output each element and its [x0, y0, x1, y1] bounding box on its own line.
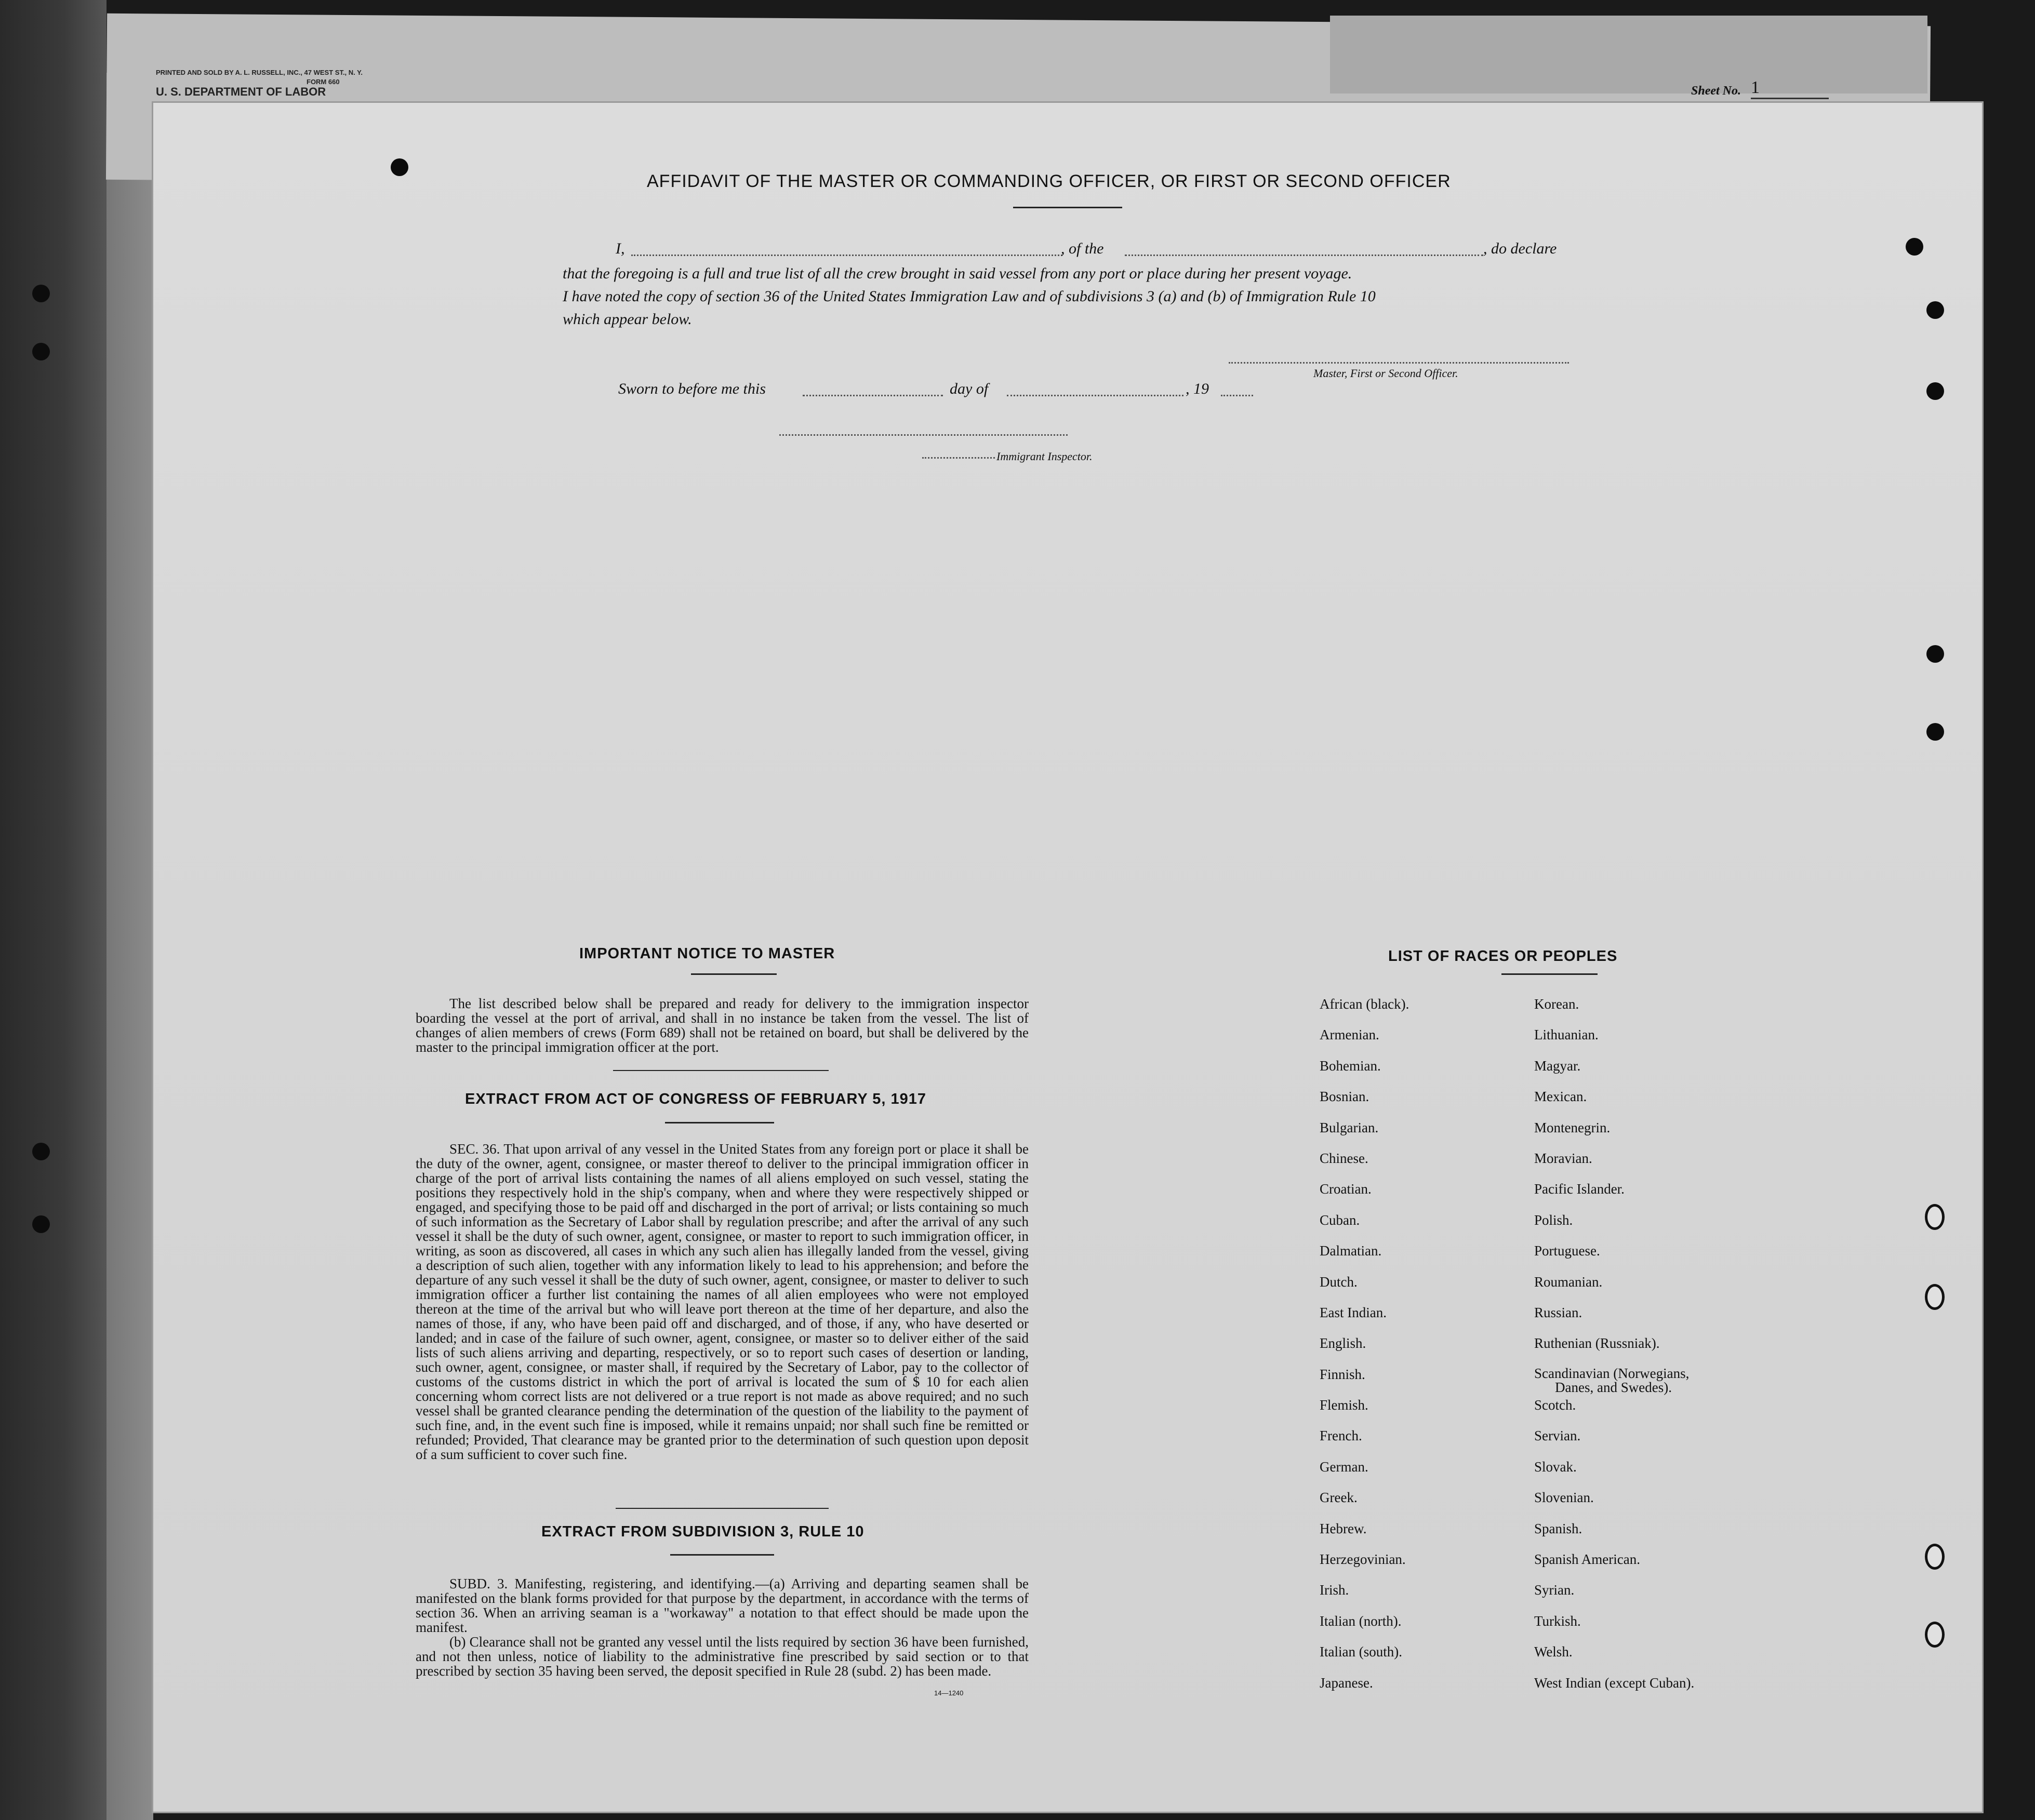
title-rule [1013, 207, 1122, 208]
races-title: LIST OF RACES OR PEOPLES [1388, 948, 1618, 965]
punch-hole [1925, 1622, 1945, 1648]
printer-line: PRINTED AND SOLD BY A. L. RUSSELL, INC., 47 WEST ST., N. Y. [156, 69, 363, 76]
race-item: Scandinavian (Norwegians, [1534, 1365, 1690, 1381]
race-item-continuation: Danes, and Swedes). [1555, 1379, 1672, 1395]
sworn-prefix: Sworn to before me this [618, 380, 766, 397]
race-item: Slovak. [1534, 1458, 1577, 1475]
sworn-day-of: day of [950, 380, 989, 397]
affidavit-line-4: which appear below. [563, 311, 692, 328]
punch-hole [1925, 1544, 1945, 1570]
race-item: Bohemian. [1320, 1058, 1381, 1074]
race-item: Cuban. [1320, 1212, 1360, 1228]
punch-hole [1926, 645, 1944, 663]
sworn-year: , 19 [1186, 380, 1209, 397]
race-item: Dutch. [1320, 1274, 1358, 1290]
sheet-number: 1 [1751, 78, 1829, 99]
race-item: Italian (north). [1320, 1613, 1402, 1629]
punch-hole [391, 158, 408, 176]
rule-text-b: (b) Clearance shall not be granted any vessel until the lists required by section 36 have been furnished, and not then unless, notice of liability to the administrative fine prescribed by said section or to that prescribed by section 35 having been served, the deposit specified in Rule 28 (subd. 2) has been made. [416, 1634, 1029, 1679]
race-item: French. [1320, 1428, 1362, 1444]
race-item: Moravian. [1534, 1150, 1592, 1166]
act-rule [665, 1122, 774, 1123]
race-item: Bulgarian. [1320, 1119, 1379, 1135]
punch-hole [1926, 382, 1944, 400]
race-item: Scotch. [1534, 1397, 1576, 1413]
race-item: Italian (south). [1320, 1644, 1402, 1660]
race-item: Slovenian. [1534, 1490, 1594, 1506]
left-page-edge [107, 73, 153, 1820]
act-text: SEC. 36. That upon arrival of any vessel in the United States from any foreign port or place it shall be the duty of the owner, agent, consignee, or master thereof to deliver to the principal immigration officer in charge of the port of arrival lists containing the names of all aliens employed on such vessel, stating the positions they respectively hold in the ship's company, when and where they were respectively shipped or engaged, and specifying those to be paid off and discharged in the port of arrival; or lists containing so much of such information as the Secretary of Labor shall by regulation prescribe; and after the arrival of any such vessel it shall be the duty of such owner, agent, consignee, or master to report to such immigration officer, in writing, as soon as discovered, all cases in which any such alien has illegally landed from the vessel, giving a description of such alien, together with any information likely to lead to his apprehension; and before the departure of any such vessel it shall be the duty of such owner, agent, consignee, or master to deliver to such immigration officer a further list containing the names of all alien employees who were not employed thereon at the time of the arrival but who will leave port thereon at the time of her departure, and also the names of those, if any, who have been paid off and discharged, and of those, if any, who have deserted or landed; and in case of the failure of such owner, agent, consignee, or master so to deliver either of the said lists of such aliens arriving and departing, respectively, or so to report such cases of desertion or landing, such owner, agent, consignee, or master shall, if required by the Secretary of Labor, pay to the collector of customs of the customs district in which the port of arrival is located the sum of $ 10 for each alien concerning whom correct lists are not delivered or a true report is not made as above required; and no such vessel shall be granted clearance pending the determination of the question of the liability to the payment of such fine, and, in the event such fine is imposed, while it remains unpaid; nor shall such fine be remitted or refunded; Provided, That clearance may be granted prior to the determination of such question upon deposit of a sum sufficient to cover such fine. [416, 1141, 1029, 1462]
name-field-line [631, 255, 1062, 256]
affidavit-of-the: , of the [1061, 240, 1104, 257]
race-item: Japanese. [1320, 1675, 1373, 1691]
back-sheet-tab [1330, 16, 1927, 93]
race-item: Chinese. [1320, 1150, 1368, 1166]
notice-divider [613, 1070, 829, 1071]
race-item: Magyar. [1534, 1058, 1581, 1074]
punch-hole [32, 285, 50, 302]
inspector-sig-line [922, 457, 995, 459]
race-item: Pacific Islander. [1534, 1181, 1625, 1197]
race-item: English. [1320, 1335, 1366, 1351]
race-item: German. [1320, 1458, 1368, 1475]
race-item: Greek. [1320, 1490, 1358, 1506]
form-code: 14—1240 [934, 1689, 964, 1697]
affidavit-line-2: that the foregoing is a full and true list of all the crew brought in said vessel from any port or place during her present voyage. [563, 265, 1352, 282]
race-item-scandinavian [1534, 1367, 1694, 1397]
races-column-2 [1534, 996, 1694, 1706]
race-item: Polish. [1534, 1212, 1573, 1228]
punch-hole [1906, 238, 1923, 256]
race-item: East Indian. [1320, 1304, 1387, 1320]
race-item: Bosnian. [1320, 1089, 1369, 1105]
affidavit-title: AFFIDAVIT OF THE MASTER OR COMMANDING OFFICER, OR FIRST OR SECOND OFFICER [647, 171, 1451, 191]
race-item: Irish. [1320, 1582, 1349, 1598]
form-page [153, 103, 1982, 1812]
race-item: Ruthenian (Russniak). [1534, 1335, 1660, 1351]
sworn-year-line [1221, 395, 1253, 396]
punch-hole [1925, 1204, 1945, 1230]
race-item: Syrian. [1534, 1582, 1575, 1598]
rule-title: EXTRACT FROM SUBDIVISION 3, RULE 10 [541, 1523, 864, 1540]
race-item: Spanish American. [1534, 1551, 1640, 1568]
race-item: African (black). [1320, 996, 1409, 1012]
race-item: Herzegovinian. [1320, 1551, 1406, 1568]
punch-hole [1926, 301, 1944, 319]
race-item: Mexican. [1534, 1089, 1587, 1105]
punch-hole [1925, 1284, 1945, 1310]
race-item: West Indian (except Cuban). [1534, 1675, 1695, 1691]
race-item: Finnish. [1320, 1366, 1365, 1382]
affidavit-i: I, [616, 240, 625, 257]
notice-text: The list described below shall be prepared and ready for delivery to the immigration inspector boarding the vessel at the port of arrival, and shall in no instance be taken from the vessel. The list of changes of alien members of crews (Form 689) shall not be retained on board, but shall be delivered by the master to the principal immigration officer at the port. [416, 996, 1029, 1055]
department-name: U. S. DEPARTMENT OF LABOR [156, 85, 326, 98]
left-binding-edge [0, 0, 107, 1820]
punch-hole [32, 343, 50, 360]
notice-title: IMPORTANT NOTICE TO MASTER [579, 945, 835, 962]
rule-underline [670, 1554, 774, 1556]
sworn-day-line [803, 395, 943, 396]
punch-hole [1926, 723, 1944, 741]
race-item: Hebrew. [1320, 1520, 1367, 1536]
sheet-label: Sheet No. [1691, 84, 1741, 98]
signature-caption: Master, First or Second Officer. [1313, 367, 1458, 380]
race-item: Servian. [1534, 1428, 1581, 1444]
notice-rule [691, 973, 777, 975]
affidavit-line-3: I have noted the copy of section 36 of the United States Immigration Law and of subdivisions 3 (a) and (b) of Immigration Rule 10 [563, 288, 1376, 305]
race-item: Turkish. [1534, 1613, 1581, 1629]
act-title: EXTRACT FROM ACT OF CONGRESS OF FEBRUARY 5, 1917 [465, 1091, 927, 1107]
race-item: Lithuanian. [1534, 1027, 1599, 1043]
form-line: FORM 660 [307, 78, 340, 86]
act-divider [616, 1508, 829, 1509]
race-item: Welsh. [1534, 1644, 1573, 1660]
race-item: Portuguese. [1534, 1243, 1600, 1259]
rule-text-a: SUBD. 3. Manifesting, registering, and identifying.—(a) Arriving and departing seamen shall be manifested on the blank forms provided for that purpose by the department, in accordance with the terms of section 36. When an arriving seaman is a "workaway" a notation to that effect should be made upon the manifest. [416, 1576, 1029, 1635]
race-item: Dalmatian. [1320, 1243, 1382, 1259]
inspector-line [779, 434, 1068, 436]
races-column-1 [1320, 996, 1409, 1706]
race-item: Montenegrin. [1534, 1119, 1611, 1135]
sworn-month-line [1007, 395, 1183, 396]
race-item: Flemish. [1320, 1397, 1368, 1413]
race-item: Korean. [1534, 996, 1579, 1012]
punch-hole [32, 1215, 50, 1233]
race-item: Armenian. [1320, 1027, 1379, 1043]
affidavit-do-declare: , do declare [1483, 240, 1557, 257]
inspector-caption: Immigrant Inspector. [996, 450, 1093, 463]
race-item: Croatian. [1320, 1181, 1372, 1197]
punch-hole [32, 1143, 50, 1160]
race-item: Spanish. [1534, 1520, 1582, 1536]
races-rule [1501, 973, 1598, 975]
signature-line [1229, 362, 1569, 364]
race-item: Roumanian. [1534, 1274, 1603, 1290]
race-item: Russian. [1534, 1304, 1582, 1320]
vessel-field-line [1125, 255, 1483, 256]
